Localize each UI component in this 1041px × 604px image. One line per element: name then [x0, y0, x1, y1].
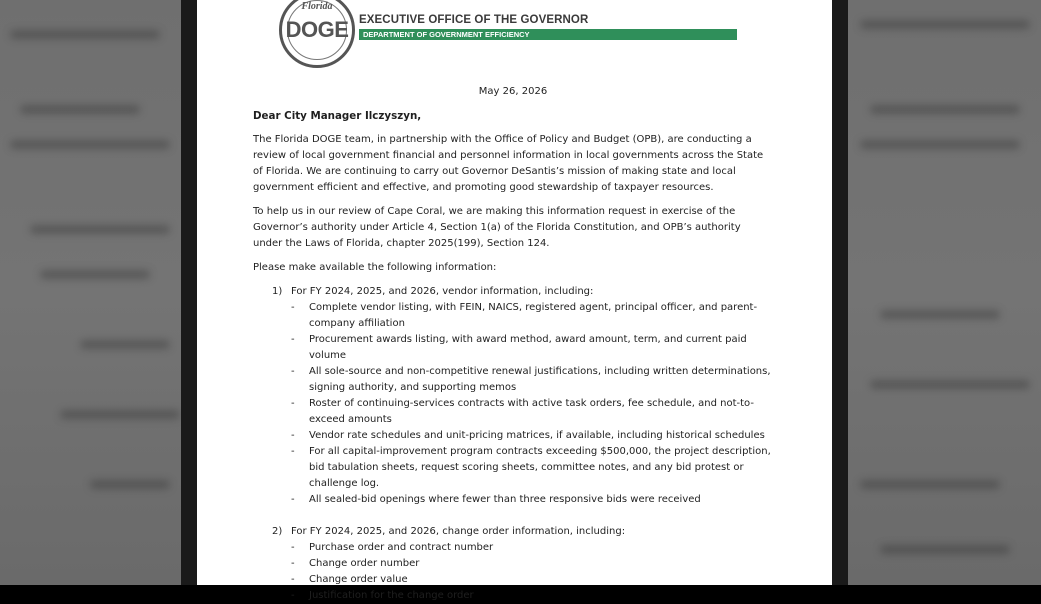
sub-item-text: Procurement awards listing, with award method, award amount, term, and current paid volume [309, 334, 747, 361]
right-frame-edge [832, 0, 848, 585]
paragraph: Please make available the following information: [253, 262, 497, 273]
blurred-text [60, 410, 180, 419]
salutation: Dear City Manager Ilczyszyn, [253, 110, 422, 122]
dash-marker: - [291, 494, 295, 505]
blurred-text [40, 270, 150, 279]
blurred-text [860, 20, 1030, 29]
sub-item-text: Change order number [309, 558, 420, 569]
sub-item [253, 428, 773, 444]
dash-marker: - [291, 366, 295, 377]
request-item [253, 524, 773, 540]
dash-marker: - [291, 558, 295, 569]
dash-marker: - [291, 334, 295, 345]
department-name: DEPARTMENT OF GOVERNMENT EFFICIENCY [363, 30, 530, 39]
sub-item-text: Justification for the change order [309, 590, 474, 601]
item-number: 2) [272, 526, 283, 537]
left-frame-edge [181, 0, 197, 585]
blurred-text [10, 140, 170, 149]
dash-marker: - [291, 574, 295, 585]
blurred-text [870, 105, 1020, 114]
sub-item [253, 588, 773, 604]
blurred-text [880, 545, 1010, 554]
sub-item-text: Vendor rate schedules and unit-pricing matrices, if available, including historical schedules [309, 430, 765, 441]
doge-seal-logo [279, 0, 355, 68]
sub-item [253, 300, 773, 332]
blurred-text [870, 380, 1030, 389]
dash-marker: - [291, 542, 295, 553]
sub-item [253, 332, 773, 364]
seal-text: DOGE [285, 17, 349, 42]
sub-item [253, 396, 773, 428]
blurred-text [90, 480, 170, 489]
blurred-text [30, 225, 170, 234]
sub-item-text: For all capital-improvement program contracts exceeding $500,000, the project description, bid tabulation sheets, request scoring sheets, committee notes, and any bid protest or challenge log. [309, 446, 771, 489]
department-banner [359, 29, 737, 40]
item-number: 1) [272, 286, 283, 297]
letter-date: May 26, 2026 [478, 86, 548, 97]
paragraph: To help us in our review of Cape Coral, we are making this information request in exercise of the Governor’s authority under Article 4, Section 1(a) of the Florida Constitution, and OPB’s authority under the Laws of Florida, chapter 2025(199), Section 124. [253, 206, 741, 249]
dash-marker: - [291, 446, 295, 457]
sub-item [253, 572, 773, 588]
sub-item-text: Roster of continuing-services contracts with active task orders, fee schedule, and not-to-exceed amounts [309, 398, 754, 425]
dash-marker: - [291, 302, 295, 313]
blurred-text [20, 105, 140, 114]
letter-body [253, 84, 773, 604]
blurred-text [880, 310, 1000, 319]
sub-item-text: All sealed-bid openings where fewer than three responsive bids were received [309, 494, 701, 505]
item-text: For FY 2024, 2025, and 2026, vendor information, including: [291, 286, 594, 297]
sub-item [253, 556, 773, 572]
sub-item [253, 540, 773, 556]
blurred-text [860, 140, 1020, 149]
request-item [253, 284, 773, 300]
paragraph: The Florida DOGE team, in partnership with the Office of Policy and Budget (OPB), are conducting a review of local government financial and personnel information in local governments across the State of Florida. We are continuing to carry out Governor DeSantis’s mission of making state and local government efficient and effective, and promoting good stewardship of taxpayer resources. [253, 134, 764, 193]
blurred-text [80, 340, 170, 349]
sub-item [253, 492, 773, 508]
sub-item-text: Change order value [309, 574, 408, 585]
letter-page [197, 0, 832, 601]
sub-item [253, 444, 773, 492]
sub-item-text: All sole-source and non-competitive renewal justifications, including written determinations, signing authority, and supporting memos [309, 366, 771, 393]
seal-top-text: Florida [301, 1, 333, 12]
blurred-text [10, 30, 160, 39]
sub-item [253, 364, 773, 396]
executive-office-title: EXECUTIVE OFFICE OF THE GOVERNOR [359, 14, 589, 26]
dash-marker: - [291, 430, 295, 441]
dash-marker: - [291, 590, 295, 601]
blurred-text [860, 480, 1000, 489]
sub-item-text: Complete vendor listing, with FEIN, NAICS, registered agent, principal officer, and parent-company affiliation [309, 302, 758, 329]
dash-marker: - [291, 398, 295, 409]
sub-item-text: Purchase order and contract number [309, 542, 494, 553]
item-text: For FY 2024, 2025, and 2026, change order information, including: [291, 526, 626, 537]
letterhead [279, 0, 739, 70]
